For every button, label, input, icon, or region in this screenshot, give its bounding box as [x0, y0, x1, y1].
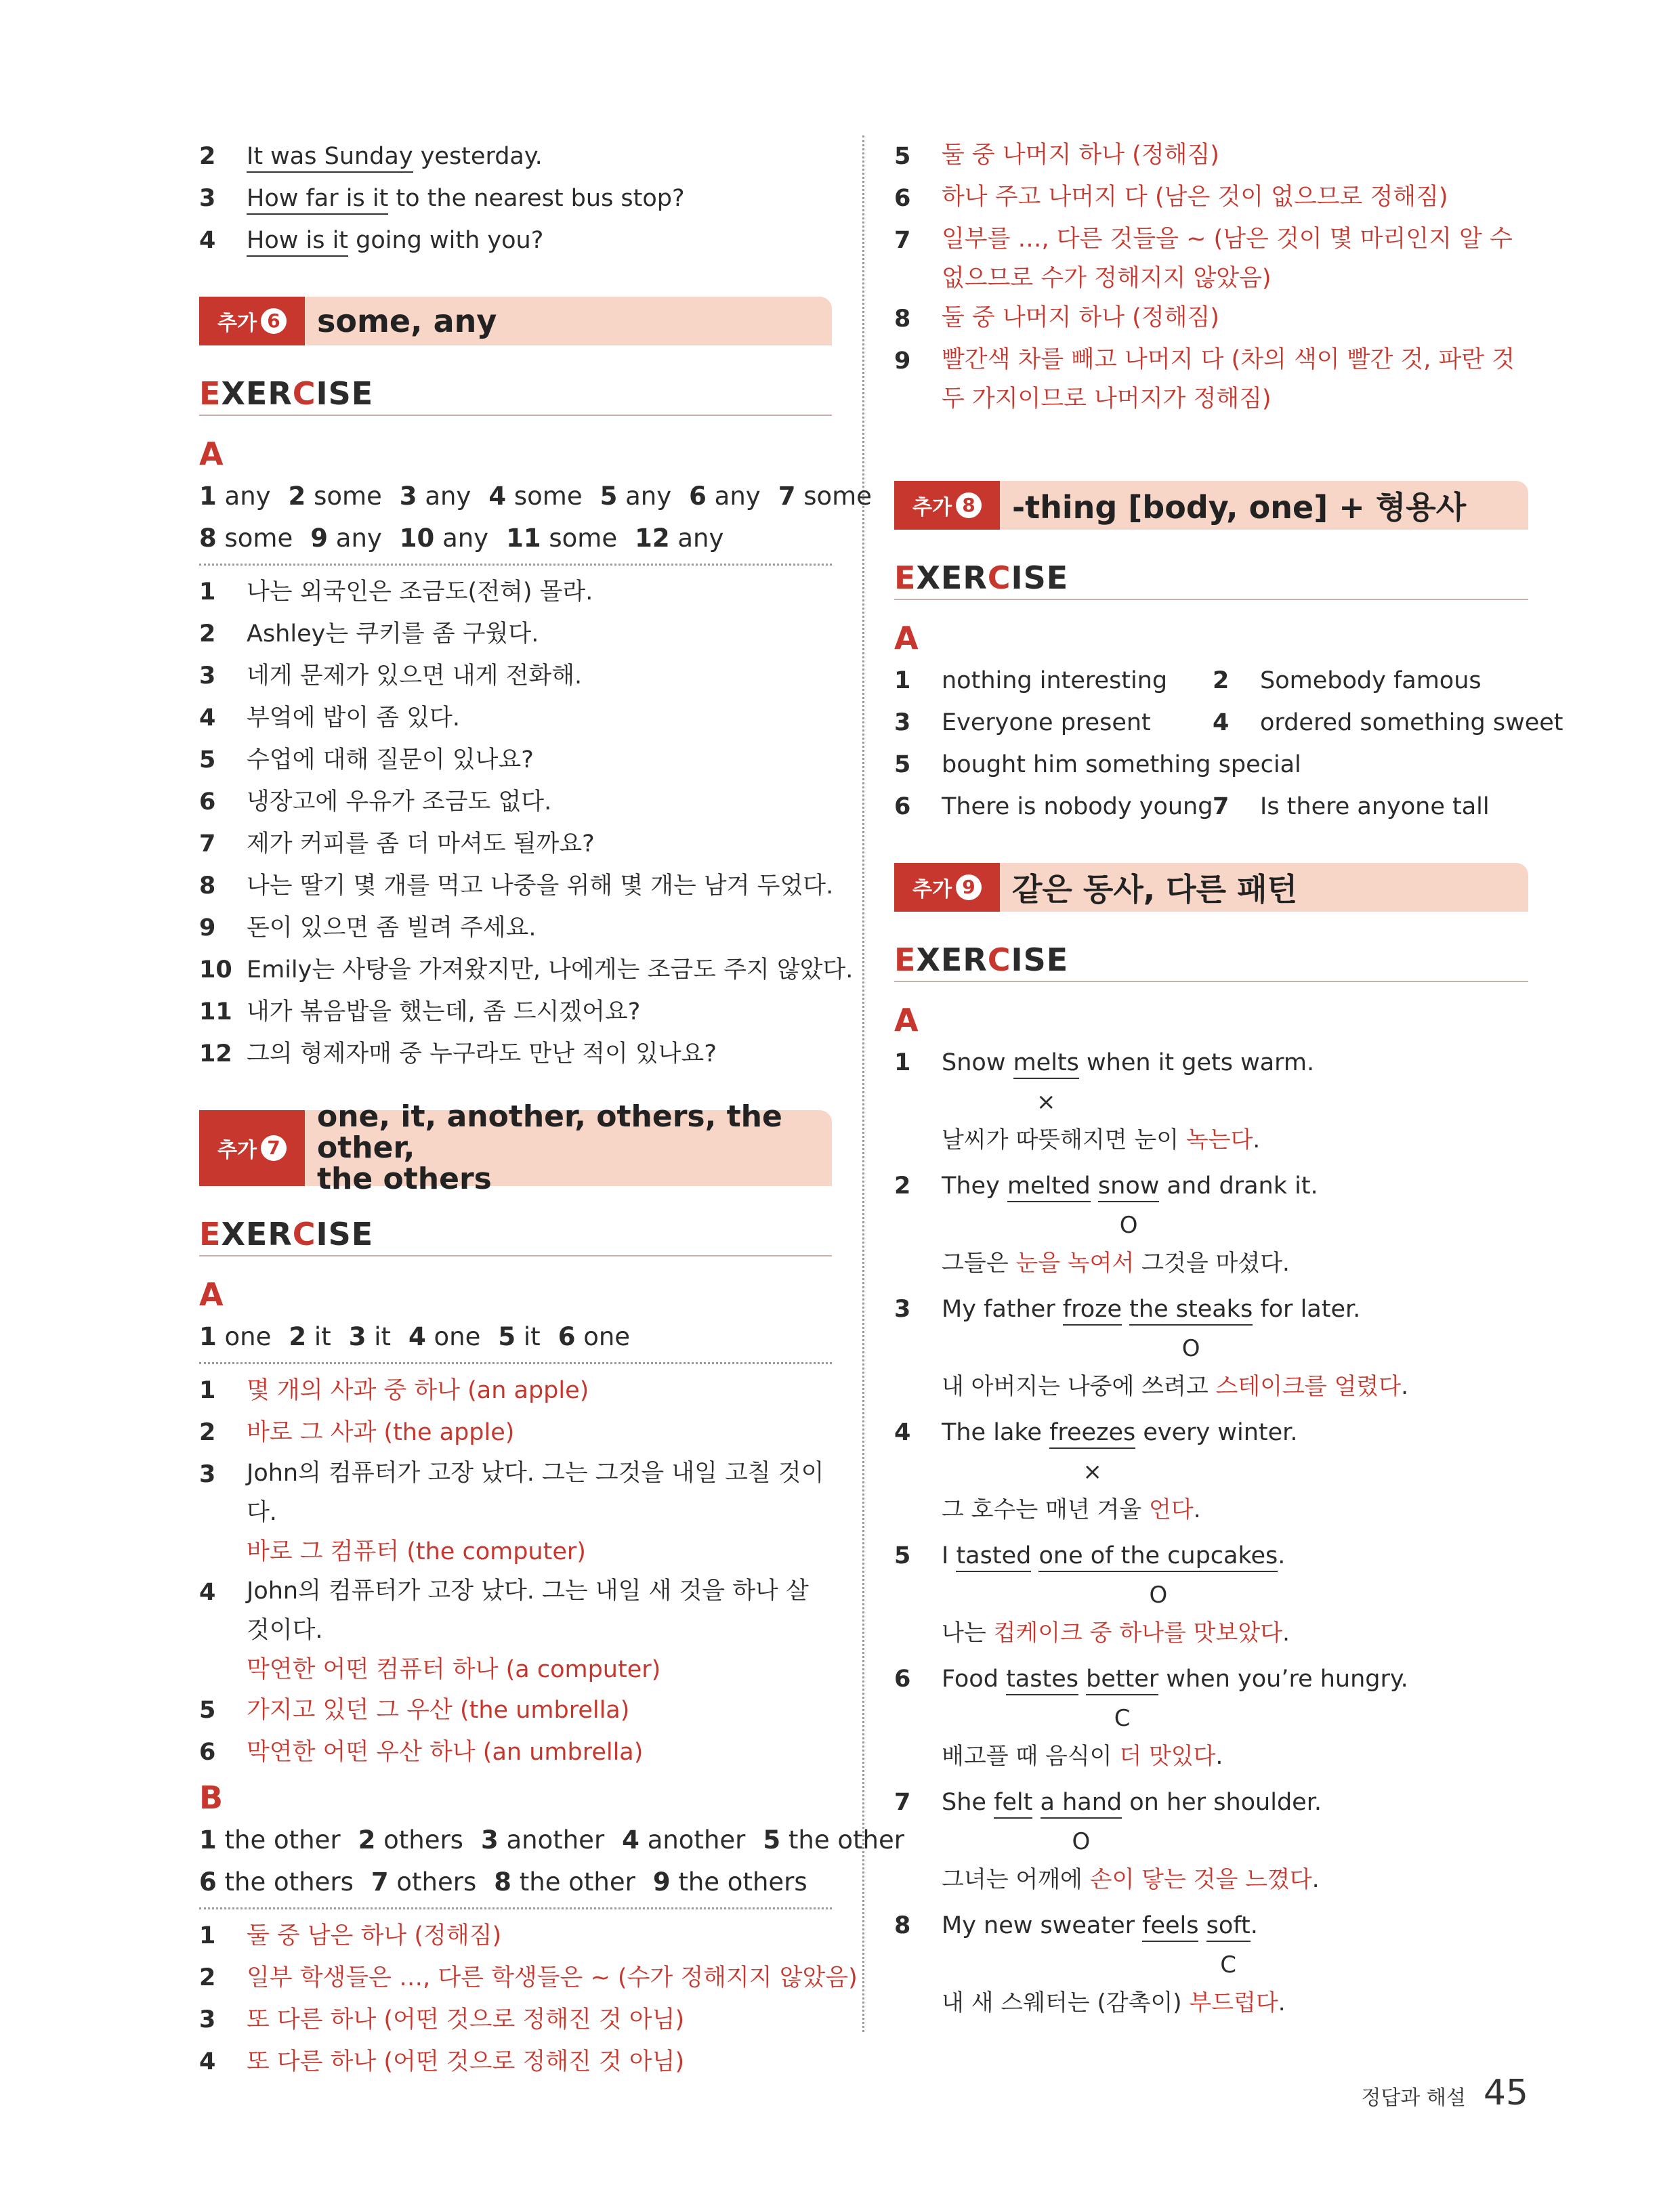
item-number: 2 [894, 1172, 911, 1200]
answer-row [199, 475, 872, 517]
item-text: 나는 딸기 몇 개를 먹고 나중을 위해 몇 개는 남겨 두었다. [247, 872, 834, 900]
answer-number: 2 [288, 482, 306, 511]
item-number: 2 [1213, 667, 1230, 694]
korean-translation: 내 아버지는 나중에 쓰려고 스테이크를 얼렸다. [942, 1373, 1408, 1400]
item-number: 9 [199, 914, 216, 942]
answer-value: any [714, 482, 761, 511]
answer-value: any [224, 482, 271, 511]
pattern-mark: O [1149, 1582, 1168, 1609]
answer-number: 4 [488, 482, 507, 511]
pattern-mark: C [1220, 1951, 1237, 1979]
item-number: 1 [199, 1377, 216, 1404]
item-text: 일부를 …, 다른 것들을 ~ (남은 것이 몇 마리인지 알 수 없으므로 수가 정해지지 않았음) [942, 226, 1513, 292]
answer-number: 11 [506, 524, 541, 553]
answer-value: some [513, 482, 583, 511]
section-header-9 [894, 863, 1528, 912]
answer-value: some [314, 482, 382, 511]
answer-row [199, 517, 832, 559]
answer-number: 9 [652, 1867, 671, 1897]
list-item [199, 135, 832, 177]
list-item [199, 613, 832, 655]
exercise-heading: EXERCISE [894, 942, 1528, 982]
item-number: 9 [894, 347, 911, 375]
pattern-mark-row [942, 1207, 1528, 1244]
item-text: 냉장고에 우유가 조금도 없다. [247, 788, 552, 816]
section-tag: 추가 [912, 878, 952, 902]
item-number: 6 [894, 185, 911, 212]
item-text: 제가 커피를 좀 더 마셔도 될까요? [247, 830, 595, 858]
section-number: 6 [261, 308, 287, 334]
list-item [894, 298, 1528, 340]
list-item [199, 219, 832, 261]
answer-number: 12 [635, 524, 670, 553]
answer-value: some [549, 524, 618, 553]
translation-highlight: 눈을 녹여서 [1015, 1250, 1135, 1277]
section-number: 9 [956, 874, 982, 900]
answer-value: some [803, 482, 872, 511]
item-text: John의 컴퓨터가 고장 났다. 그는 그것을 내일 고칠 것이다. 바로 그 컴퓨터 (the computer) [247, 1460, 824, 1565]
pattern-mark-row [942, 1823, 1528, 1860]
section-number: 8 [956, 492, 982, 518]
item-note: 막연한 어떤 컴퓨터 하나 (a computer) [247, 1656, 661, 1683]
answer-row [199, 1819, 904, 1861]
list-item [199, 1033, 832, 1075]
answer-row [199, 1316, 832, 1358]
answer-value: one [583, 1322, 631, 1351]
answer-number: 9 [310, 524, 328, 553]
item-text: 부엌에 밥이 좀 있다. [247, 704, 460, 732]
answer-number: 1 [199, 1825, 217, 1855]
answer-value: any [425, 482, 471, 511]
section-title: -thing [body, one] + 형용사 [1012, 489, 1467, 526]
pattern-mark: O [1119, 1212, 1138, 1239]
item-number: 3 [199, 662, 216, 690]
item-text: 둘 중 나머지 하나 (정해짐) [942, 142, 1219, 169]
item-number: 3 [199, 2006, 216, 2033]
item-text: Emily는 사탕을 가져왔지만, 나에게는 조금도 주지 않았다. [247, 956, 854, 983]
answer-value: any [442, 524, 489, 553]
item-note: 바로 그 컴퓨터 (the computer) [247, 1538, 586, 1565]
item-text: nothing interesting [942, 667, 1168, 694]
verb: melts [1013, 1049, 1079, 1079]
pattern-mark: O [1072, 1828, 1091, 1855]
list-item [199, 571, 832, 613]
pattern-mark-row [942, 1947, 1528, 1983]
answer-number: 7 [778, 482, 796, 511]
english-sentence: 2 They melted snow and drank it. [894, 1165, 1528, 1207]
translation-highlight: 더 맛있다 [1119, 1743, 1216, 1770]
exercise-heading: EXERCISE [199, 1216, 832, 1256]
item-text: It was Sunday yesterday. [247, 135, 832, 177]
sentence-item [894, 1165, 1528, 1283]
item-text: 빨간색 차를 빼고 나머지 다 (차의 색이 빨간 것, 파란 것 두 가지이므로 나머지가 정해짐) [942, 346, 1515, 412]
korean-translation: 나는 컵케이크 중 하나를 맛보았다. [942, 1620, 1290, 1647]
answer-number: 3 [348, 1322, 366, 1351]
item-number: 1 [199, 578, 216, 606]
item-number: 2 [199, 143, 216, 170]
item-number: 11 [199, 998, 232, 1025]
translation-highlight: 손이 닿는 것을 느꼈다 [1089, 1866, 1312, 1893]
item-number: 5 [894, 143, 911, 170]
pattern-mark-row [942, 1577, 1528, 1613]
item-number: 5 [894, 1542, 911, 1569]
item-number: 3 [199, 1461, 216, 1488]
section-title: one, it, another, others, the other, the others [317, 1099, 782, 1196]
list-item [199, 781, 832, 823]
list-item [199, 177, 832, 219]
korean-translation: 그들은 눈을 녹여서 그것을 마셨다. [942, 1250, 1290, 1277]
column-divider [862, 135, 864, 2032]
list-item [199, 1999, 832, 2041]
sentence-item [894, 1781, 1528, 1899]
answer-value: any [625, 482, 672, 511]
list-item [199, 1412, 832, 1454]
list-item [199, 991, 832, 1033]
item-number: 2 [199, 620, 216, 648]
item-number: 1 [894, 1049, 911, 1076]
sentence-item [894, 1905, 1528, 2023]
item-number: 7 [894, 227, 911, 254]
answer-number: 4 [622, 1825, 639, 1855]
verb: tastes [1006, 1666, 1078, 1695]
item-number: 5 [199, 1697, 216, 1724]
part-label: A [199, 1276, 224, 1313]
answer-number: 3 [480, 1825, 499, 1855]
item-text: ordered something sweet [1260, 709, 1563, 736]
item-number: 8 [894, 305, 911, 333]
item-number: 7 [894, 1789, 911, 1816]
sentence-item [894, 1288, 1528, 1406]
part-label: A [894, 620, 919, 656]
list-item [199, 865, 832, 907]
korean-translation: 배고플 때 음식이 더 맛있다. [942, 1743, 1223, 1770]
item-text: 그의 형제자매 중 누구라도 만난 적이 있나요? [247, 1040, 717, 1067]
item-number: 3 [199, 185, 216, 212]
answer-number: 6 [689, 482, 707, 511]
left-column [199, 135, 904, 2083]
answer-number: 6 [558, 1322, 576, 1351]
answer-value: the other [224, 1825, 341, 1855]
section-tag: 추가 [217, 312, 257, 335]
answer-grid [894, 660, 1563, 744]
item-number: 6 [199, 1739, 216, 1766]
answer-grid: 6 There is nobody young 7 Is there anyone tall [894, 793, 1490, 820]
list-item [199, 907, 832, 949]
korean-translation: 그녀는 어깨에 손이 닿는 것을 느꼈다. [942, 1866, 1320, 1893]
complement: the steaks [1129, 1296, 1253, 1326]
item-number: 3 [894, 709, 911, 736]
verb: freezes [1049, 1419, 1135, 1449]
item-text: 가지고 있던 그 우산 (the umbrella) [247, 1697, 630, 1724]
pattern-mark: × [1083, 1458, 1102, 1485]
pattern-mark-row [942, 1454, 1528, 1490]
item-text: 내가 볶음밥을 했는데, 좀 드시겠어요? [247, 998, 641, 1025]
list-item [199, 1915, 832, 1957]
english-sentence: 4 The lake freezes every winter. [894, 1412, 1528, 1454]
underlined-phrase: How is it [247, 227, 348, 257]
answer-value: any [335, 524, 382, 553]
answer-number: 6 [199, 1867, 217, 1897]
part-label: A [199, 436, 224, 472]
item-number: 4 [199, 2048, 216, 2075]
translation-highlight: 스테이크를 얼렸다 [1215, 1373, 1402, 1400]
list-item [894, 135, 1528, 177]
item-text: How is it going with you? [247, 219, 832, 261]
answer-number: 4 [408, 1322, 426, 1351]
korean-translation: 내 새 스웨터는 (감촉이) 부드럽다. [942, 1989, 1286, 2016]
translation-highlight: 언다 [1148, 1496, 1194, 1523]
item-number: 4 [1213, 709, 1230, 736]
answer-number: 7 [371, 1867, 389, 1897]
item-number: 2 [199, 1964, 216, 1991]
english-sentence: 1 Snow melts when it gets warm. [894, 1042, 1528, 1084]
answer-value: one [434, 1322, 481, 1351]
right-column [894, 135, 1563, 2028]
section-number: 7 [261, 1135, 287, 1161]
english-sentence: 6 Food tastes better when you’re hungry. [894, 1658, 1528, 1700]
korean-translation: 그 호수는 매년 겨울 언다. [942, 1496, 1201, 1523]
section-title: 같은 동사, 다른 패턴 [1012, 871, 1298, 908]
answer-item [894, 660, 1213, 702]
item-text: 네게 문제가 있으면 내게 전화해. [247, 662, 583, 690]
list-item [199, 949, 854, 991]
part-label: A [894, 1002, 919, 1038]
english-sentence: 8 My new sweater feels soft. [894, 1905, 1528, 1947]
list-item [894, 177, 1528, 219]
item-text: John의 컴퓨터가 고장 났다. 그는 내일 새 것을 하나 살 것이다. 막연한 어떤 컴퓨터 하나 (a computer) [247, 1578, 809, 1683]
item-number: 4 [199, 227, 216, 254]
part-label: B [199, 1779, 224, 1816]
complement: soft [1206, 1912, 1251, 1942]
answer-number: 5 [498, 1322, 516, 1351]
verb: froze [1063, 1296, 1122, 1326]
pattern-mark-row [942, 1084, 1528, 1120]
sentence-item [894, 1412, 1528, 1529]
translation-highlight: 컵케이크 중 하나를 맛보았다 [993, 1620, 1283, 1647]
item-text: 하나 주고 나머지 다 (남은 것이 없으므로 정해짐) [942, 184, 1448, 211]
answer-value: it [374, 1322, 391, 1351]
answer-number: 1 [199, 1322, 217, 1351]
pattern-mark: C [1114, 1705, 1131, 1732]
complement: a hand [1041, 1789, 1122, 1819]
item-text: 수업에 대해 질문이 있나요? [247, 746, 534, 774]
underlined-phrase: How far is it [247, 185, 388, 215]
item-text: How far is it to the nearest bus stop? [247, 177, 832, 219]
english-sentence: 3 My father froze the steaks for later. [894, 1288, 1528, 1330]
item-text: Everyone present [942, 709, 1151, 736]
answer-value: others [396, 1867, 477, 1897]
item-text: 몇 개의 사과 중 하나 (an apple) [247, 1377, 589, 1404]
item-text: 나는 외국인은 조금도(전혀) 몰라. [247, 578, 593, 606]
list-item [199, 1957, 858, 1999]
item-text: 또 다른 하나 (어떤 것으로 정해진 것 아님) [247, 2048, 685, 2075]
answer-item: 5 bought him something special [894, 751, 1301, 778]
item-number: 1 [199, 1922, 216, 1949]
exercise-heading: EXERCISE [199, 375, 832, 416]
answer-item [1213, 660, 1528, 702]
item-number: 7 [199, 830, 216, 858]
item-text: 돈이 있으면 좀 빌려 주세요. [247, 914, 537, 942]
list-item [894, 340, 1528, 419]
underlined-phrase: It was Sunday [247, 143, 413, 173]
answer-number: 2 [289, 1322, 307, 1351]
complement: snow [1098, 1172, 1159, 1202]
list-item [199, 1454, 832, 1571]
item-text: Ashley는 쿠키를 좀 구웠다. [247, 620, 539, 648]
item-text: 둘 중 나머지 하나 (정해짐) [942, 304, 1219, 331]
answer-value: one [224, 1322, 272, 1351]
answer-number: 8 [199, 524, 217, 553]
answer-value: some [224, 524, 293, 553]
sentence-item [894, 1535, 1528, 1653]
verb: feels [1142, 1912, 1198, 1942]
english-sentence: 5 I tasted one of the cupcakes. [894, 1535, 1528, 1577]
page-footer [1361, 2073, 1528, 2113]
verb: felt [994, 1789, 1032, 1819]
list-item [199, 739, 832, 781]
answer-value: the others [224, 1867, 354, 1897]
item-number: 1 [894, 667, 911, 694]
item-number: 4 [199, 1579, 216, 1606]
list-item [199, 1689, 832, 1731]
item-text: Somebody famous [1260, 667, 1482, 694]
section-tag: 추가 [912, 496, 952, 520]
item-number: 3 [894, 1296, 911, 1323]
item-number: 6 [199, 788, 216, 816]
complement: better [1086, 1666, 1158, 1695]
section-header-6 [199, 297, 832, 345]
list-item [199, 1571, 832, 1689]
item-number: 4 [894, 1419, 911, 1446]
english-sentence: 7 She felt a hand on her shoulder. [894, 1781, 1528, 1823]
answer-number: 5 [600, 482, 618, 511]
answer-value: the other [519, 1867, 635, 1897]
section-title: some, any [317, 303, 497, 339]
page-number: 45 [1483, 2073, 1528, 2113]
section-header-8 [894, 481, 1528, 530]
answer-value: another [647, 1825, 746, 1855]
item-number: 5 [199, 746, 216, 774]
list-item [199, 697, 832, 739]
answer-value: the other [788, 1825, 904, 1855]
answer-number: 5 [763, 1825, 781, 1855]
list-item [199, 1370, 832, 1412]
answer-value: it [314, 1322, 331, 1351]
answer-number: 1 [199, 482, 217, 511]
verb: tasted [956, 1542, 1031, 1572]
answer-number: 10 [399, 524, 435, 553]
answer-item [1213, 702, 1563, 744]
answer-value: others [383, 1825, 463, 1855]
answer-value: the others [678, 1867, 807, 1897]
item-number: 8 [894, 1912, 911, 1939]
answer-number: 8 [494, 1867, 511, 1897]
answer-number: 2 [358, 1825, 376, 1855]
answer-number: 3 [399, 482, 417, 511]
translation-highlight: 녹는다 [1185, 1126, 1253, 1154]
answer-value: another [506, 1825, 605, 1855]
answer-item [894, 702, 1213, 744]
item-text: 막연한 어떤 우산 하나 (an umbrella) [247, 1739, 644, 1766]
list-item [199, 655, 832, 697]
sentence-item [894, 1042, 1528, 1160]
list-item [199, 823, 832, 865]
exercise-heading: EXERCISE [894, 559, 1528, 600]
pattern-mark: × [1036, 1088, 1056, 1116]
answer-value: any [677, 524, 724, 553]
item-text: 또 다른 하나 (어떤 것으로 정해진 것 아님) [247, 2006, 685, 2033]
list-item [199, 2041, 832, 2083]
item-text: 둘 중 남은 하나 (정해짐) [247, 1922, 502, 1949]
list-item [894, 219, 1528, 298]
answer-value: it [523, 1322, 541, 1351]
complement: one of the cupcakes [1038, 1542, 1278, 1572]
section-header-7 [199, 1099, 832, 1196]
item-text: 일부 학생들은 …, 다른 학생들은 ~ (수가 정해지지 않았음) [247, 1964, 858, 1991]
item-number: 10 [199, 956, 232, 983]
translation-highlight: 부드럽다 [1189, 1989, 1278, 2016]
pattern-mark: O [1181, 1335, 1200, 1362]
section-tag: 추가 [217, 1139, 257, 1162]
pattern-mark-row [942, 1700, 1528, 1737]
item-number: 4 [199, 704, 216, 732]
answer-row [199, 1861, 832, 1903]
sentence-item [894, 1658, 1528, 1776]
item-text: 바로 그 사과 (the apple) [247, 1419, 515, 1446]
item-number: 6 [894, 1666, 911, 1693]
list-item [199, 1731, 832, 1773]
korean-translation: 날씨가 따뜻해지면 눈이 녹는다. [942, 1126, 1261, 1154]
footer-text: 정답과 해설 [1361, 2086, 1466, 2110]
item-number: 12 [199, 1040, 232, 1067]
verb: melted [1007, 1172, 1091, 1202]
item-number: 8 [199, 872, 216, 900]
item-number: 2 [199, 1419, 216, 1446]
pattern-mark-row [942, 1330, 1528, 1367]
